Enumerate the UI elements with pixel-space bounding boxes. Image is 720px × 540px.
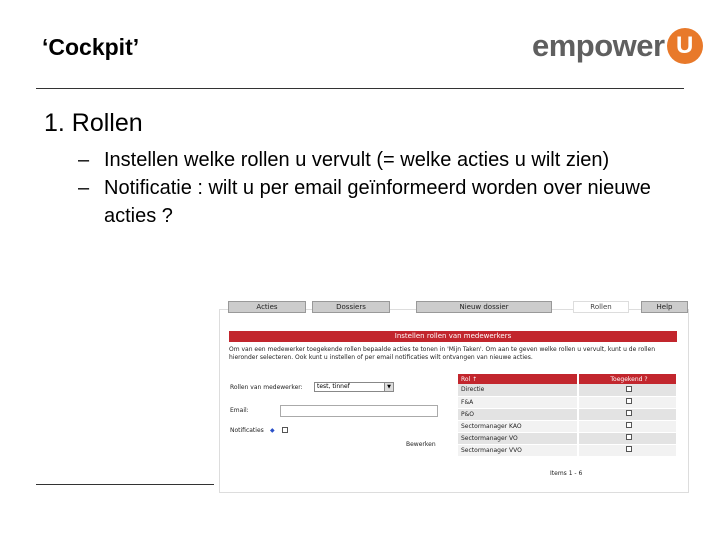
role-checkbox[interactable] (626, 446, 632, 452)
page-banner: Instellen rollen van medewerkers (229, 331, 677, 342)
role-cell: Sectormanager VVO (458, 444, 578, 456)
table-header-row (458, 374, 676, 384)
table-row (458, 444, 676, 456)
email-label: Email: (230, 407, 249, 414)
assigned-cell (578, 408, 676, 420)
roles-table (458, 374, 676, 457)
role-checkbox[interactable] (626, 422, 632, 428)
empower-logo (532, 26, 703, 66)
table-row (458, 408, 676, 420)
logo-text: empower (532, 28, 665, 63)
role-cell: Directie (458, 384, 578, 396)
column-header-rol[interactable]: Rol ↑ (458, 374, 578, 384)
role-cell: F&A (458, 396, 578, 408)
bullet-item: – Instellen welke rollen u vervult (= welke acties u wilt zien) (78, 146, 698, 174)
slide-title: ‘Cockpit’ (42, 34, 140, 60)
role-select-value: test, tinnef (317, 383, 350, 390)
assigned-cell (578, 396, 676, 408)
assigned-cell (578, 420, 676, 432)
role-label: Rollen van medewerker: (230, 384, 303, 391)
tab-help[interactable]: Help (641, 301, 688, 313)
bullet-item: – Notificatie : wilt u per email geïnformeerd worden over nieuwe acties ? (78, 174, 698, 230)
email-field[interactable] (280, 405, 438, 417)
assigned-cell (578, 444, 676, 456)
tab-nieuw-dossier[interactable]: Nieuw dossier (416, 301, 552, 313)
bullet-list (78, 146, 698, 230)
table-row (458, 384, 676, 396)
chevron-down-icon: ▼ (384, 383, 393, 391)
bewerken-link[interactable]: Bewerken (406, 441, 436, 448)
tab-bar (228, 301, 688, 315)
table-row (458, 396, 676, 408)
role-checkbox[interactable] (626, 398, 632, 404)
notifications-checkbox[interactable] (282, 427, 288, 433)
role-checkbox[interactable] (626, 386, 632, 392)
footer-divider (36, 484, 214, 485)
role-cell: Sectormanager KAO (458, 420, 578, 432)
logo-u-mark: U (667, 28, 703, 64)
role-select[interactable] (314, 382, 394, 392)
role-checkbox[interactable] (626, 410, 632, 416)
assigned-cell (578, 432, 676, 444)
notifications-label: Notificaties (230, 427, 264, 434)
role-cell: Sectormanager VO (458, 432, 578, 444)
table-row (458, 420, 676, 432)
info-icon: ◆ (270, 427, 275, 434)
tab-dossiers[interactable]: Dossiers (312, 301, 390, 313)
assigned-cell (578, 384, 676, 396)
header-divider (36, 88, 684, 89)
table-row (458, 432, 676, 444)
tab-rollen[interactable]: Rollen (573, 301, 629, 313)
section-heading: 1. Rollen (44, 109, 143, 137)
intro-text: Om van een medewerker toegekende rollen bepaalde acties te tonen in 'Mijn Taken'. Om aan te geven welke rollen u vervult, kunt u de rollen hieronder selecteren. Ook kunt u instellen of per email notificaties wilt ontvangen van nieuwe acties. (229, 346, 656, 361)
app-screenshot (219, 303, 689, 493)
role-cell: P&O (458, 408, 578, 420)
column-header-toegekend[interactable]: Toegekend ? (578, 374, 676, 384)
tab-acties[interactable]: Acties (228, 301, 306, 313)
role-checkbox[interactable] (626, 434, 632, 440)
table-items-count: Items 1 - 6 (550, 470, 583, 477)
